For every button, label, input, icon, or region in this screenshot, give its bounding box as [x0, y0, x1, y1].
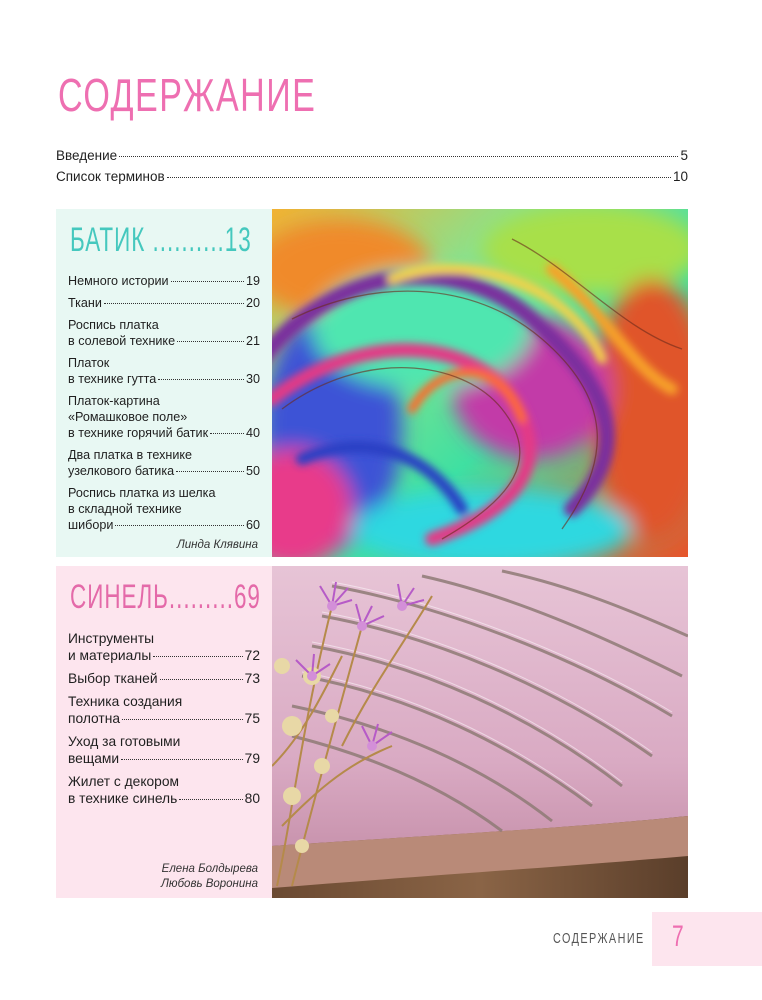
list-item[interactable] — [68, 447, 260, 479]
chenille-pillow-image — [272, 566, 688, 898]
toc-page: 5 — [680, 148, 688, 163]
entry-text: «Ромашковое поле» — [68, 410, 188, 424]
entry-leader — [158, 379, 244, 380]
chenille-panel — [56, 566, 272, 898]
list-item[interactable] — [68, 317, 260, 349]
entry-page: 40 — [245, 426, 260, 440]
list-item[interactable] — [68, 670, 260, 687]
entry-page: 50 — [245, 464, 260, 478]
entry-text: Немного истории — [68, 274, 169, 288]
batik-heading-leader: .......... — [145, 221, 225, 259]
list-item[interactable] — [68, 273, 260, 289]
list-item[interactable] — [68, 693, 260, 727]
batik-heading-page: 13 — [224, 221, 252, 259]
entry-text: Платок-картина — [68, 394, 160, 408]
chenille-heading[interactable] — [70, 578, 261, 617]
list-item[interactable] — [68, 773, 260, 807]
entry-leader — [176, 471, 244, 472]
entry-page: 72 — [244, 648, 260, 663]
entry-text: и материалы — [68, 648, 152, 663]
footer-section-label: СОДЕРЖАНИЕ — [553, 930, 645, 947]
section-batik — [56, 209, 688, 557]
entry-leader — [115, 525, 244, 526]
entry-text: Техника создания — [68, 694, 183, 709]
entry-page: 19 — [245, 274, 260, 288]
entry-page: 20 — [245, 296, 260, 310]
list-item[interactable] — [68, 393, 260, 441]
entry-text: в технике синель — [68, 791, 178, 806]
list-item[interactable] — [68, 355, 260, 387]
entry-text: Роспись платка — [68, 318, 159, 332]
entry-text: Ткани — [68, 296, 102, 310]
entry-leader — [177, 341, 244, 342]
page-number: 7 — [672, 920, 684, 953]
toc-label: Введение — [56, 148, 118, 163]
chenille-authors — [161, 862, 258, 892]
toc-page: 10 — [672, 169, 688, 184]
entry-text: Жилет с декором — [68, 774, 180, 789]
author-name: Любовь Воронина — [161, 878, 258, 890]
entry-text: в солевой технике — [68, 334, 176, 348]
toc-top — [56, 148, 688, 190]
entry-page: 60 — [245, 518, 260, 532]
toc-leader — [167, 177, 671, 178]
batik-panel — [56, 209, 272, 557]
entry-text: в технике горячий батик — [68, 426, 209, 440]
entry-text: в технике гутта — [68, 372, 157, 386]
batik-author — [177, 539, 258, 551]
entry-leader — [104, 303, 244, 304]
entry-text: Инструменты — [68, 631, 155, 646]
list-item[interactable] — [68, 295, 260, 311]
entry-leader — [122, 719, 243, 720]
entry-text: вещами — [68, 751, 120, 766]
entry-leader — [171, 281, 244, 282]
entry-text: Уход за готовыми — [68, 734, 181, 749]
batik-silk-image — [272, 209, 688, 557]
entry-text: полотна — [68, 711, 121, 726]
list-item[interactable] — [68, 733, 260, 767]
entry-page: 21 — [245, 334, 260, 348]
page-number-box — [652, 912, 762, 966]
toc-leader — [119, 156, 678, 157]
batik-heading-title: БАТИК — [70, 221, 146, 259]
entry-text: в складной технике — [68, 502, 182, 516]
entry-page: 30 — [245, 372, 260, 386]
entry-page: 73 — [244, 671, 260, 686]
list-item[interactable] — [68, 485, 260, 533]
toc-row-intro[interactable] — [56, 148, 688, 169]
author-name: Елена Болдырева — [161, 863, 258, 875]
chenille-heading-title: СИНЕЛЬ — [70, 578, 169, 616]
batik-entries — [68, 273, 260, 539]
entry-page: 75 — [244, 711, 260, 726]
entry-leader — [121, 759, 243, 760]
entry-leader — [179, 799, 242, 800]
chenille-entries — [68, 630, 260, 813]
entry-text: Платок — [68, 356, 110, 370]
list-item[interactable] — [68, 630, 260, 664]
entry-leader — [210, 433, 244, 434]
entry-leader — [153, 656, 242, 657]
batik-silk-picture — [272, 209, 688, 557]
toc-row-terms[interactable] — [56, 169, 688, 190]
author-name: Линда Клявина — [176, 539, 258, 551]
chenille-heading-leader: ......... — [168, 578, 234, 616]
entry-text: Выбор тканей — [68, 671, 158, 686]
page-title: СОДЕРЖАНИЕ — [58, 69, 317, 121]
chenille-heading-page: 69 — [233, 578, 261, 616]
entry-text: узелкового батика — [68, 464, 175, 478]
entry-text: шибори — [68, 518, 114, 532]
chenille-pillow-picture — [272, 566, 688, 898]
section-chenille — [56, 566, 688, 898]
entry-text: Роспись платка из шелка — [68, 486, 216, 500]
batik-heading[interactable] — [70, 221, 252, 260]
entry-page: 80 — [244, 791, 260, 806]
entry-text: Два платка в технике — [68, 448, 193, 462]
entry-page: 79 — [244, 751, 260, 766]
entry-leader — [160, 679, 243, 680]
toc-label: Список терминов — [56, 169, 165, 184]
